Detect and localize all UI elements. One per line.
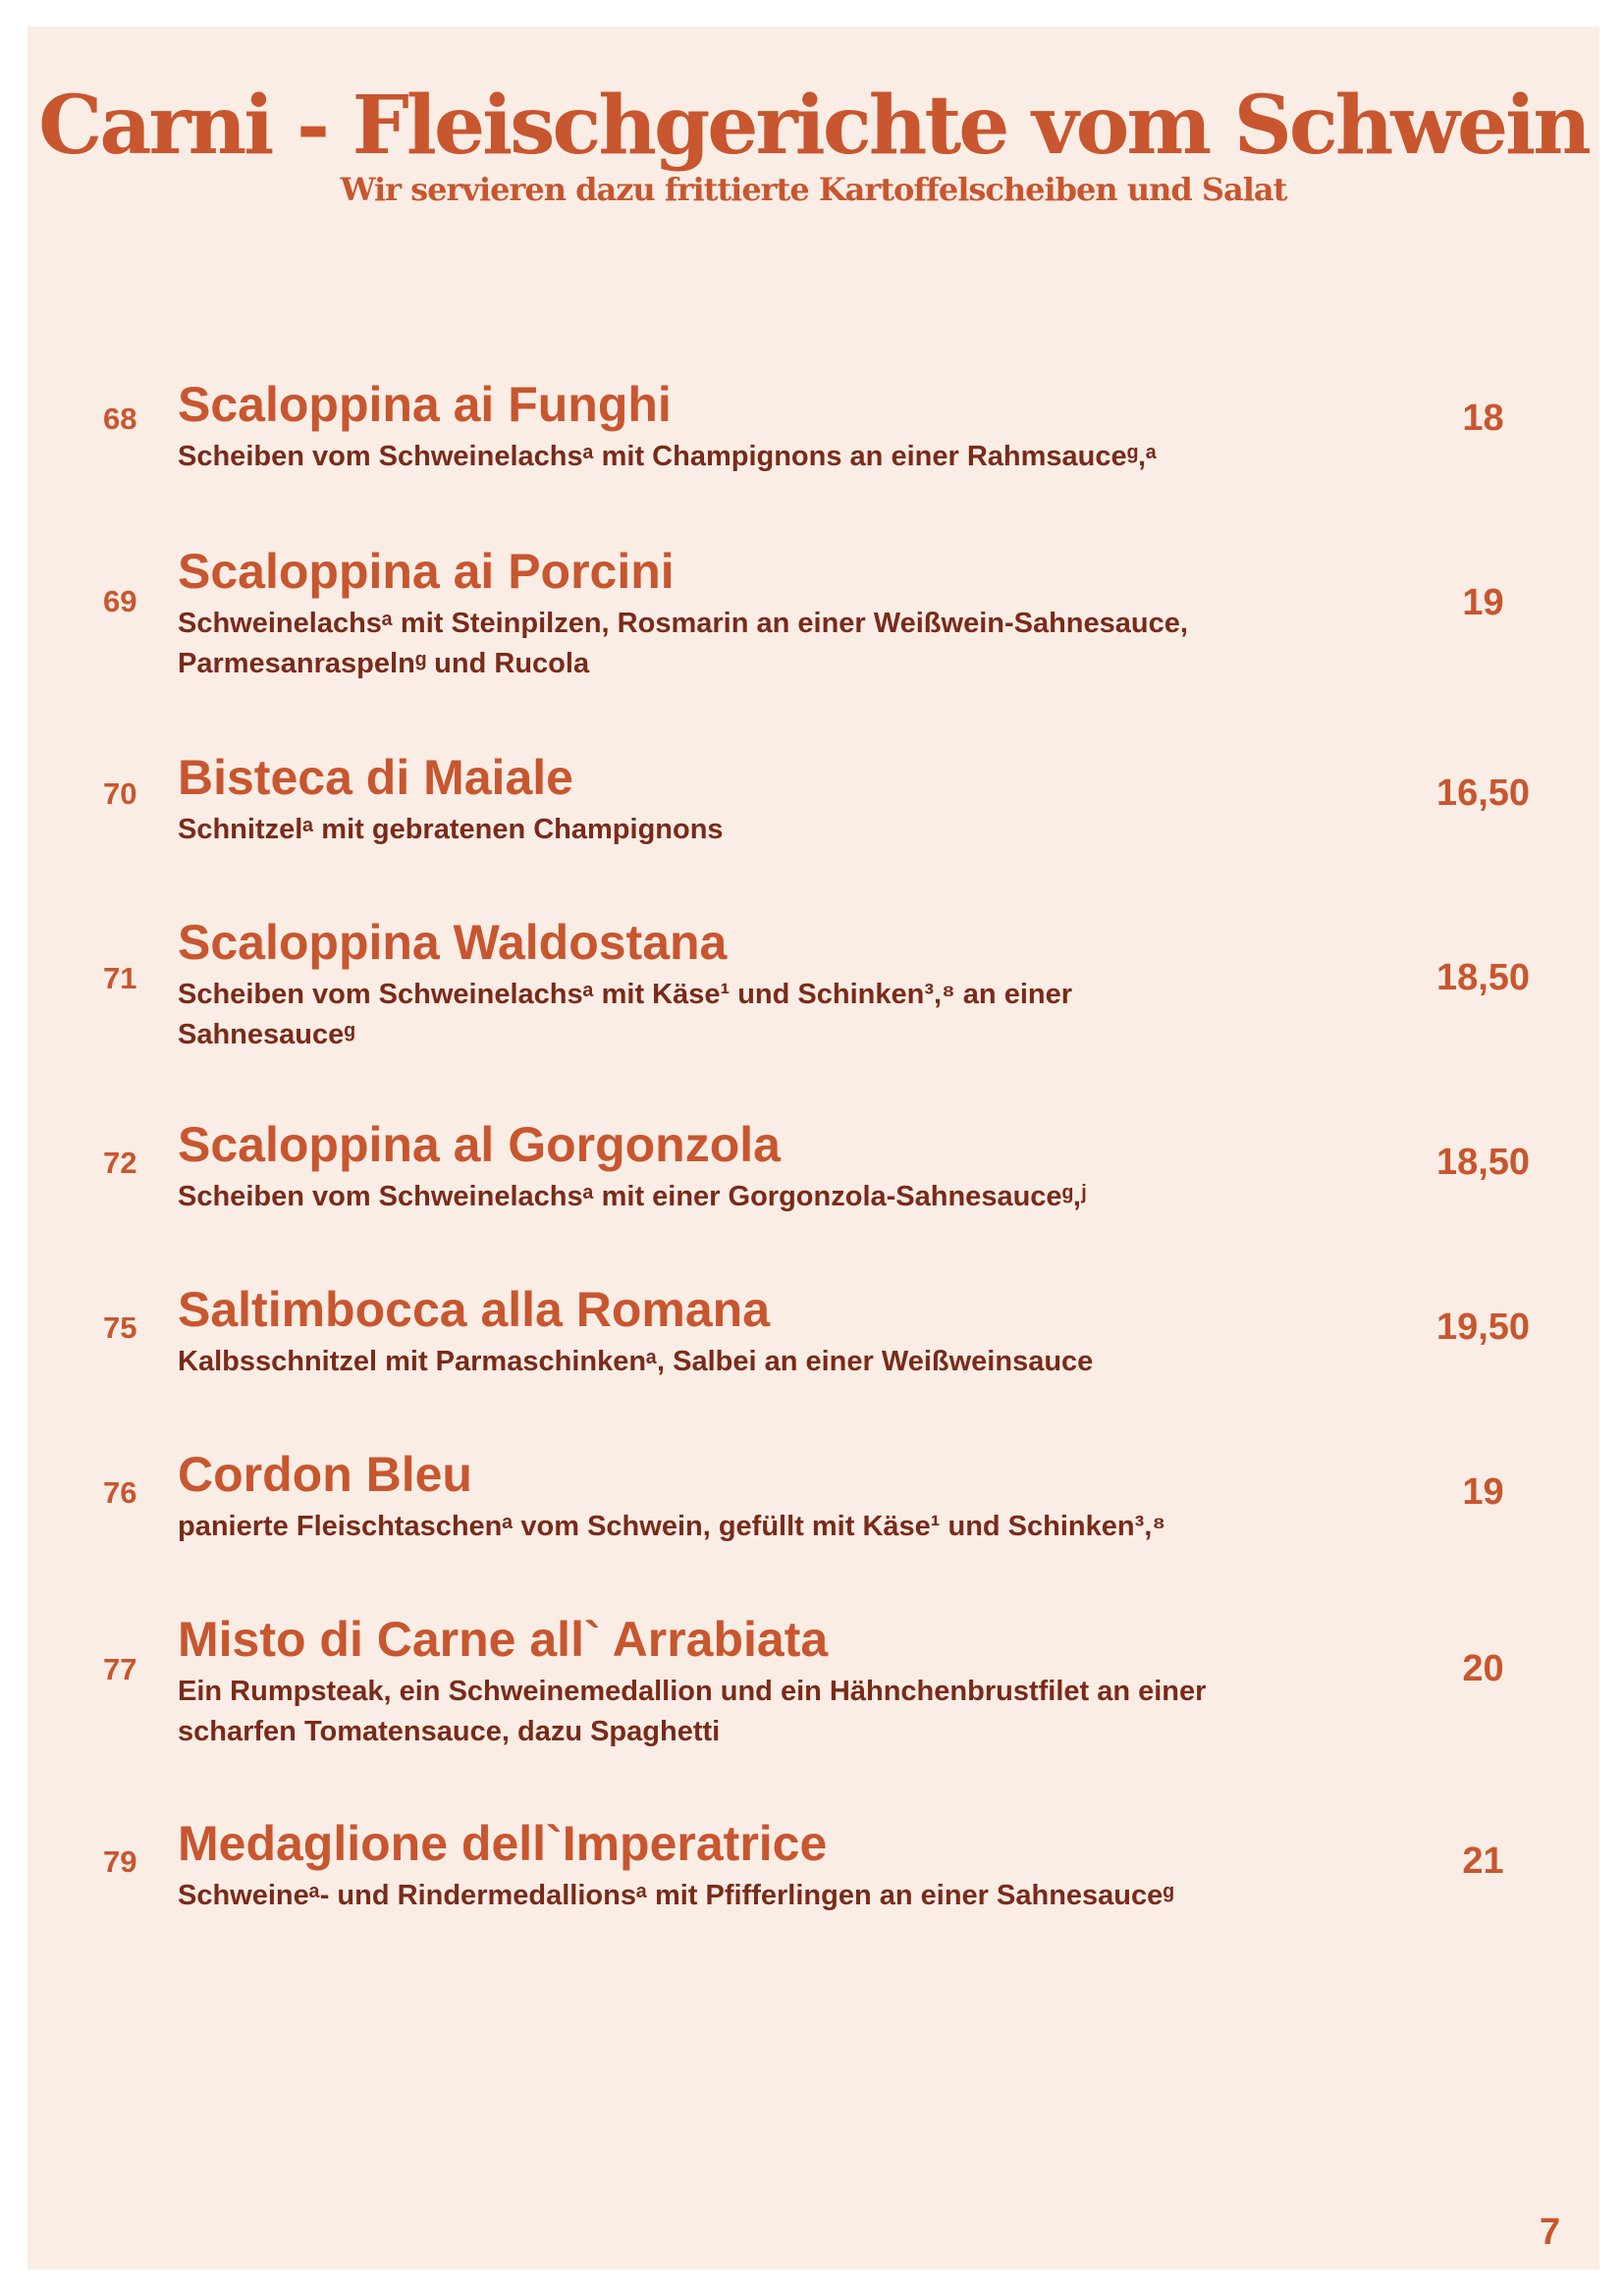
item-description: Schweineᵃ- und Rindermedallionsᵃ mit Pfifferlingen an einer Sahnesauceᵍ	[178, 1880, 1174, 1911]
item-name: Cordon Bleu	[178, 1447, 472, 1502]
item-name: Misto di Carne all` Arrabiata	[178, 1612, 829, 1667]
menu-item	[27, 1612, 1599, 1747]
page-subtitle: Wir servieren dazu frittierte Kartoffelscheiben und Salat	[340, 171, 1287, 208]
item-price: 16,50	[1435, 773, 1531, 814]
menu-item	[27, 750, 1599, 871]
menu-item	[27, 915, 1599, 1050]
item-description: Scheiben vom Schweinelachsᵃ mit Käse¹ und Schinken³,⁸ an einer Sahnesauceᵍ	[178, 979, 1073, 1050]
item-name: Medaglione dell`Imperatrice	[178, 1816, 828, 1871]
menu-item	[27, 1282, 1599, 1403]
item-description: Scheiben vom Schweinelachsᵃ mit einer Gorgonzola-Sahnesauceᵍ,ʲ	[178, 1181, 1087, 1212]
item-description: Ein Rumpsteak, ein Schweinemedallion und ein Hähnchenbrustfilet an einer scharfen Tomatensauce, dazu Spaghetti	[178, 1676, 1207, 1747]
item-number: 72	[103, 1146, 137, 1180]
item-number: 75	[103, 1310, 137, 1345]
item-number: 70	[103, 776, 137, 811]
item-price: 20	[1462, 1648, 1504, 1689]
item-number: 79	[103, 1844, 137, 1879]
item-price: 21	[1462, 1841, 1504, 1882]
item-price: 19	[1462, 1471, 1504, 1513]
page-title: Carni - Fleischgerichte vom Schwein	[38, 79, 1589, 173]
menu-item	[27, 1117, 1599, 1238]
item-name: Scaloppina al Gorgonzola	[178, 1117, 781, 1172]
item-description: Schweinelachsᵃ mit Steinpilzen, Rosmarin an einer Weißwein-Sahnesauce, Parmesanraspelnᵍ und Rucola	[178, 608, 1188, 679]
item-price: 18,50	[1435, 1142, 1531, 1183]
item-name: Saltimbocca alla Romana	[178, 1282, 771, 1337]
item-price: 19,50	[1435, 1307, 1531, 1348]
item-price: 18	[1462, 398, 1504, 439]
menu-item	[27, 1447, 1599, 1568]
item-description: Scheiben vom Schweinelachsᵃ mit Champignons an einer Rahmsauceᵍ,ᵃ	[178, 441, 1157, 472]
item-name: Scaloppina ai Porcini	[178, 544, 675, 599]
menu-item	[27, 1816, 1599, 1937]
item-number: 69	[103, 584, 137, 618]
item-number: 76	[103, 1475, 137, 1510]
item-number: 71	[103, 961, 137, 995]
item-name: Scaloppina Waldostana	[178, 915, 728, 970]
item-name: Scaloppina ai Funghi	[178, 377, 672, 432]
menu-item	[27, 377, 1599, 498]
item-description: Kalbsschnitzel mit Parmaschinkenᵃ, Salbei an einer Weißweinsauce	[178, 1346, 1094, 1377]
item-number: 77	[103, 1652, 137, 1686]
item-description: panierte Fleischtaschenᵃ vom Schwein, gefüllt mit Käse¹ und Schinken³,⁸	[178, 1511, 1166, 1542]
item-number: 68	[103, 401, 137, 436]
page-number: 7	[1540, 2212, 1561, 2253]
menu-item	[27, 544, 1599, 679]
item-price: 19	[1462, 582, 1504, 623]
item-name: Bisteca di Maiale	[178, 750, 573, 805]
menu-page	[27, 27, 1599, 2269]
item-price: 18,50	[1435, 957, 1531, 998]
item-description: Schnitzelᵃ mit gebratenen Champignons	[178, 814, 724, 845]
